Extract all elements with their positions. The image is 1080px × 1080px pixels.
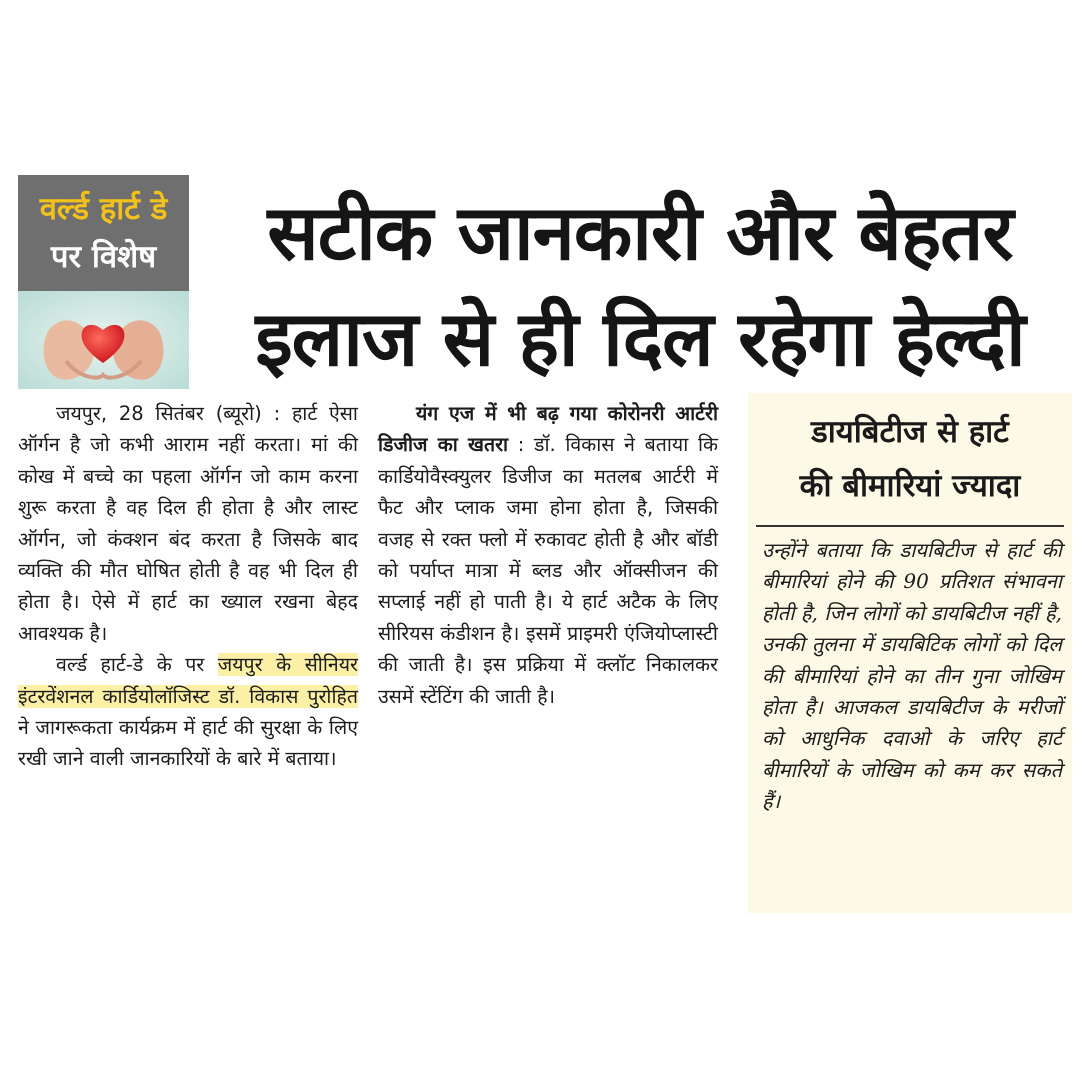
hands-holding-heart-icon [18,291,189,389]
article-paragraph-1: जयपुर, 28 सितंबर (ब्यूरो) : हार्ट ऐसा ऑर्गन है जो कभी आराम नहीं करता। मां की कोख में बच्चे का पहला ऑर्गन जो काम करना शुरू करता है वह दिल ही होता है और लास्ट ऑर्गन, जो कंक्शन बंद करता है जिसके बाद व्यक्ति की मौत घोषित होती है वह भी दिल ही होता है। ऐसे में हार्ट का ख्याल रखना बेहद आवश्यक है। [18,402,358,645]
headline-line-2: इलाज से ही दिल रहेगा हेल्दी [255,294,1025,383]
article-paragraph-2 [18,649,358,775]
article-column-1 [18,398,358,775]
highlighted-doctor-name: जयपुर के सीनियर इंटरवेंशनल कार्डियोलॉजिस्ट डॉ. विकास पुरोहित [18,653,358,708]
badge-line-1: वर्ल्ड हार्ट डे [39,191,168,227]
article-column-2 [378,398,718,712]
sidebar-title [748,405,1072,513]
article-paragraph-2-lead: वर्ल्ड हार्ट-डे के पर [56,653,218,677]
sidebar-body: उन्होंने बताया कि डायबिटीज से हार्ट की बीमारियां होने की 90 प्रतिशत संभावना होती है, जिन लोगों को डायबिटीज नहीं है, उनकी तुलना में डायबिटिक लोगों को दिल की बीमारियां होने का तीन गुना जोखिम होता है। आजकल डायबिटीज के मरीजों को आधुनिक दवाओ के जरिए हार्ट बीमारियों के जोखिम को कम कर सकते हैं। [762,538,1062,814]
sidebar-box [748,393,1072,913]
article-paragraph-3 [378,398,718,712]
article-paragraph-3-body: : डॉ. विकास ने बताया कि कार्डियोवैस्क्युलर डिजीज का मतलब आर्टरी में फैट और प्लाक जमा होना होता है, जिसकी वजह से रक्त फ्लो में रुकावट होती है और बॉडी को पर्याप्त मात्रा में ब्लड और ऑक्सीजन की सप्लाई नहीं हो पाती है। ये हार्ट अटैक के लिए सीरियस कंडीशन है। इसमें प्राइमरी एंजियोप्लास्टी की जाती है। इस प्रक्रिया में क्लॉट निकालकर उसमें स्टेंटिंग की जाती है। [378,433,718,708]
headline [205,180,1075,392]
sidebar-title-line-1: डायबिटीज से हार्ट [811,414,1009,450]
badge-line-2: पर विशेष [50,239,157,275]
sidebar-divider [756,525,1064,527]
sidebar-title-line-2: की बीमारियां ज्यादा [799,468,1021,504]
article-subheading: यंग एज में भी बढ़ गया कोरोनरी आर्टरी डिजीज का खतरा [378,402,718,457]
article-paragraph-2-tail: ने जागरूकता कार्यक्रम में हार्ट की सुरक्षा के लिए रखी जाने वाली जानकारियों के बारे में बताया। [18,716,358,771]
section-badge [18,175,189,291]
headline-line-1: सटीक जानकारी और बेहतर [267,188,1013,277]
